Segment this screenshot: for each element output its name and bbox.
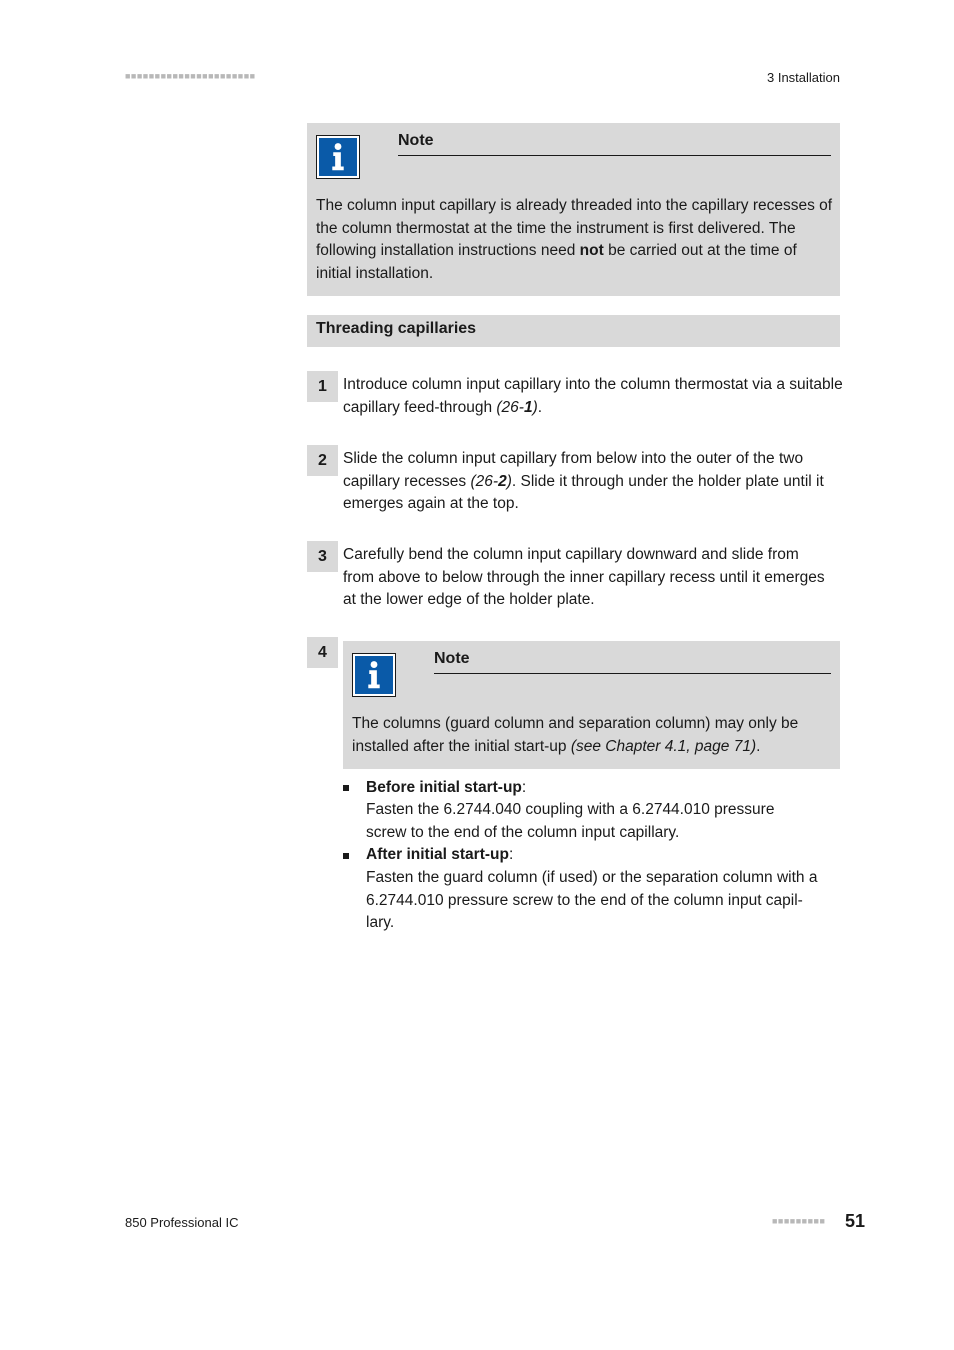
step-number: 4 xyxy=(307,637,338,668)
section-title: Threading capillaries xyxy=(316,320,477,337)
step-number: 2 xyxy=(307,445,338,476)
step-text: Introduce column input capillary into the column thermostat via a suitable capillary feed-through (26-1). xyxy=(343,376,843,416)
bullet-text: Fasten the guard column (if used) or the separation column with a 6.2744.010 pressure screw to the end of the column input capil- lary. xyxy=(366,869,818,931)
header-marker: ■■■■■■■■■■■■■■■■■■■■■■ xyxy=(125,71,256,81)
bullet-label: After initial start-up: xyxy=(366,846,514,863)
note-title: Note xyxy=(434,650,470,667)
note-box xyxy=(307,123,840,296)
note-title: Note xyxy=(398,132,434,149)
footer-marker: ■■■■■■■■■ xyxy=(772,1216,826,1226)
chapter-header: 3 Installation xyxy=(767,70,840,85)
step-text: Slide the column input capillary from below into the outer of the two capillary recesses (26-2). Slide it through under the holder plate until it emerges again at the top. xyxy=(343,450,824,512)
note-text: The column input capillary is already threaded into the capillary recesses of the column thermostat at the time the instrument is first delivered. The following installation instructions need not be carried out at the time of initial installation. xyxy=(316,197,833,282)
bullet-text: Fasten the 6.2744.040 coupling with a 6.2744.010 pressure screw to the end of the column input capillary. xyxy=(366,801,775,841)
page-number: 51 xyxy=(845,1211,866,1231)
info-icon xyxy=(352,653,396,697)
note-box xyxy=(343,641,840,769)
step-number: 1 xyxy=(307,371,338,402)
note-text: The columns (guard column and separation column) may only be installed after the initial start-up (see Chapter 4.1, page 71). xyxy=(352,715,799,755)
bullet-marker xyxy=(343,785,349,791)
bullet-label: Before initial start-up: xyxy=(366,779,527,796)
info-icon xyxy=(316,135,360,179)
note-divider xyxy=(434,673,831,674)
step-number: 3 xyxy=(307,541,338,572)
bullet-marker xyxy=(343,853,349,859)
product-name: 850 Professional IC xyxy=(125,1215,239,1230)
step-text: Carefully bend the column input capillary downward and slide from from above to below through the inner capillary recess until it emerges at the lower edge of the holder plate. xyxy=(343,546,825,608)
section-heading-bar xyxy=(307,315,840,347)
note-divider xyxy=(398,155,831,156)
